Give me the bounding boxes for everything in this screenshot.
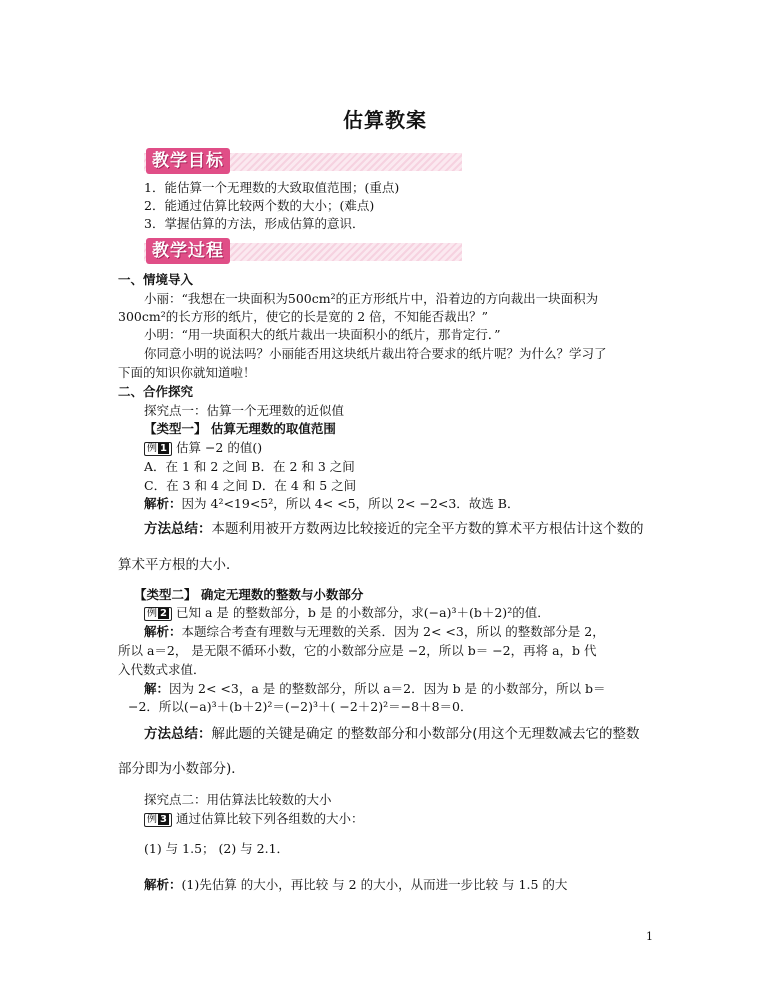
- paragraph-line: 下面的知识你就知道啦！: [118, 365, 256, 380]
- paragraph-line: 300cm²的长方形的纸片，使它的长是宽的 2 倍，不知能否裁出？”: [118, 309, 489, 324]
- section-banner-process: [144, 238, 462, 264]
- section-banner-goals: [144, 148, 462, 174]
- analysis-line: 解析：因为 4²<19<5²，所以 4< <5，所以 2< −2<3．故选 B．: [144, 496, 520, 511]
- analysis-line: 所以 a＝2， 是无限不循环小数，它的小数部分应是 −2，所以 b＝ −2，再将 a，b 代: [118, 643, 597, 658]
- banner-label: 教学目标: [146, 148, 230, 174]
- example-question: 例 2 已知 a 是 的整数部分，b 是 的小数部分，求(−a)³＋(b＋2)²的值．: [144, 605, 550, 621]
- analysis-line: 解析：(1)先估算 的大小，再比较 与 2 的大小，从而进一步比较 与 1.5 的大: [144, 877, 568, 892]
- goal-item: 3．掌握估算的方法，形成估算的意识．: [144, 216, 365, 231]
- paragraph-line: 小丽：“我想在一块面积为500cm²的正方形纸片中，沿着边的方向裁出一块面积为: [144, 291, 599, 306]
- type-heading: 【类型一】 估算无理数的取值范围: [144, 421, 336, 436]
- method-summary: 方法总结：解此题的关键是确定 的整数部分和小数部分(用这个无理数减去它的整数: [144, 726, 640, 742]
- type-heading: 【类型二】 确定无理数的整数与小数部分: [134, 587, 364, 602]
- example-badge: 例 1: [144, 442, 172, 456]
- paragraph-line: 你同意小明的说法吗？小丽能否用这块纸片裁出符合要求的纸片呢？为什么？学习了: [144, 346, 607, 361]
- explore-point: 探究点一：估算一个无理数的近似值: [144, 403, 345, 418]
- method-summary-cont: 算术平方根的大小．: [118, 557, 240, 573]
- example-items: (1) 与 1.5； (2) 与 2.1．: [144, 841, 290, 856]
- section-heading: 一、情境导入: [118, 272, 194, 287]
- method-summary: 方法总结：本题利用被开方数两边比较接近的完全平方数的算术平方根估计这个数的: [144, 521, 644, 537]
- explore-point: 探究点二：用估算法比较数的大小: [144, 792, 332, 807]
- page-title: 估算教案: [343, 108, 427, 132]
- banner-label: 教学过程: [146, 238, 230, 264]
- goal-item: 2．能通过估算比较两个数的大小；(难点): [144, 198, 375, 213]
- solution-line: −2．所以(−a)³＋(b＋2)²＝(−2)³＋( −2＋2)²＝−8＋8＝0．: [128, 699, 473, 714]
- solution-line: 解：因为 2< <3，a 是 的整数部分，所以 a＝2．因为 b 是 的小数部分，所以 b＝: [144, 681, 606, 696]
- analysis-line: 入代数式求值．: [118, 662, 206, 677]
- example-question: 例 3 通过估算比较下列各组数的大小：: [144, 811, 363, 827]
- section-heading: 二、合作探究: [118, 384, 194, 399]
- example-question: 例 1 估算 −2 的值(): [144, 440, 262, 456]
- paragraph-line: 小明：“用一块面积大的纸片裁出一块面积小的纸片，那肯定行．”: [144, 327, 501, 342]
- method-summary-cont: 部分即为小数部分)．: [118, 761, 245, 777]
- example-options: C．在 3 和 4 之间 D．在 4 和 5 之间: [144, 478, 357, 493]
- example-badge: 例 3: [144, 813, 172, 827]
- example-options: A．在 1 和 2 之间 B．在 2 和 3 之间: [144, 459, 355, 474]
- analysis-line: 解析：本题综合考查有理数与无理数的关系．因为 2< <3，所以 的整数部分是 2，: [144, 624, 605, 639]
- example-badge: 例 2: [144, 607, 172, 621]
- page-number: 1: [646, 930, 653, 943]
- goal-item: 1．能估算一个无理数的大致取值范围；(重点): [144, 180, 400, 195]
